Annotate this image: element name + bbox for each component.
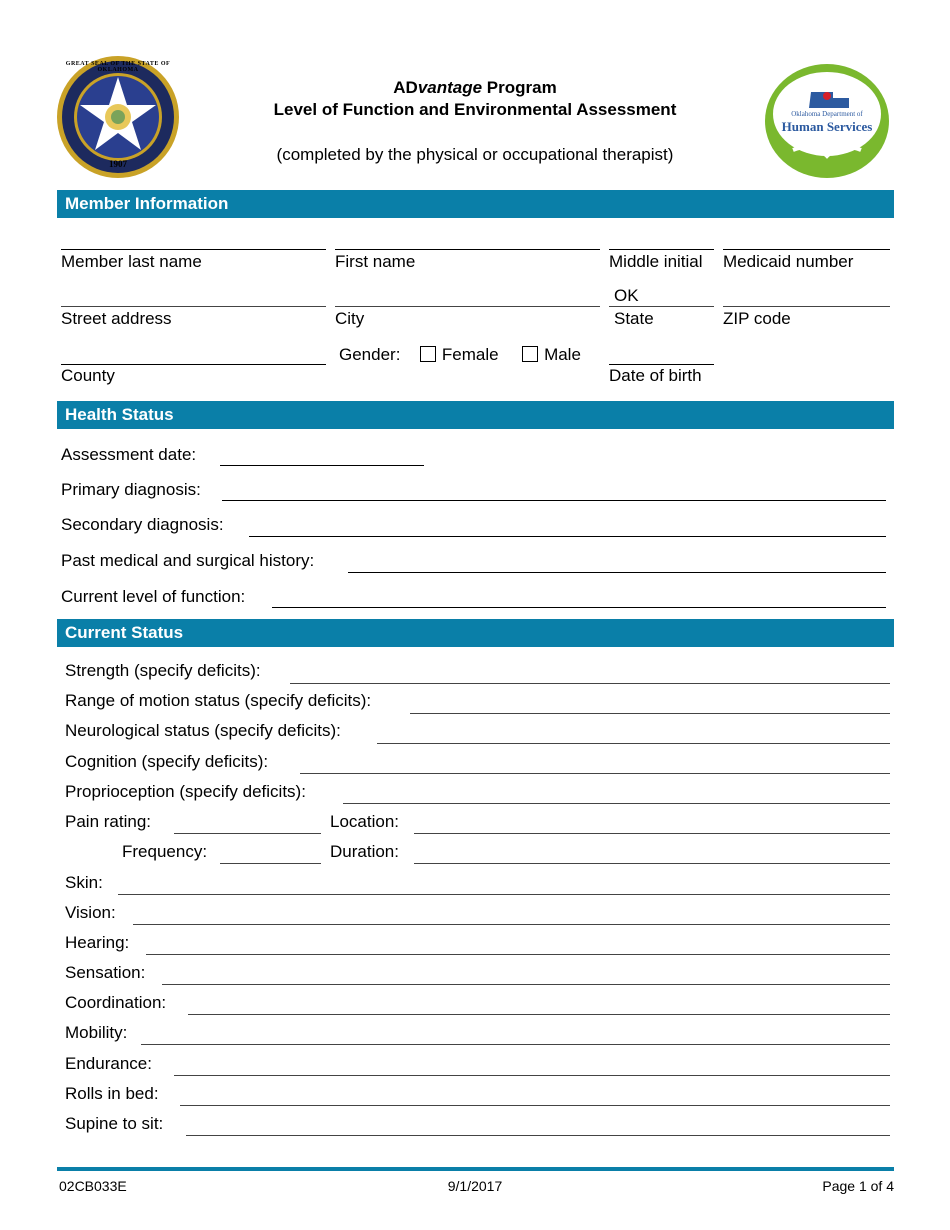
street-line[interactable] [61, 306, 326, 307]
label-street: Street address [61, 309, 172, 328]
label-last-name: Member last name [61, 252, 202, 271]
label-frequency: Frequency: [122, 842, 208, 861]
form-title: Level of Function and Environmental Assessment [273, 100, 677, 119]
dhs-logo [763, 62, 891, 180]
footer-page-number: Page 1 of 4 [822, 1178, 894, 1194]
female-checkbox[interactable] [420, 346, 436, 362]
location-line[interactable] [414, 833, 890, 834]
mobility-line[interactable] [141, 1044, 890, 1045]
secondary-diagnosis-line[interactable] [249, 536, 886, 537]
label-zip: ZIP code [723, 309, 791, 328]
gender-row [339, 345, 581, 365]
supine-to-sit-line[interactable] [186, 1135, 890, 1136]
last-name-line[interactable] [61, 249, 326, 250]
hearing-line[interactable] [146, 954, 890, 955]
medicaid-line[interactable] [723, 249, 890, 250]
label-strength: Strength (specify deficits): [65, 661, 261, 680]
program-title: ADvantage Program [393, 78, 557, 97]
label-medicaid: Medicaid number [723, 252, 854, 271]
label-proprioception: Proprioception (specify deficits): [65, 782, 306, 801]
cognition-line[interactable] [300, 773, 890, 774]
medical-history-line[interactable] [348, 572, 886, 573]
form-note: (completed by the physical or occupational therapist) [276, 145, 674, 164]
label-vision: Vision: [65, 903, 116, 922]
footer-rule [57, 1167, 894, 1171]
label-city: City [335, 309, 365, 328]
label-cognition: Cognition (specify deficits): [65, 752, 269, 771]
strength-line[interactable] [290, 683, 890, 684]
primary-diagnosis-line[interactable] [222, 500, 886, 501]
footer-date: 9/1/2017 [447, 1178, 503, 1194]
rom-line[interactable] [410, 713, 890, 714]
label-medical-history: Past medical and surgical history: [61, 551, 315, 570]
section-member-information: Member Information [57, 190, 894, 218]
seal-text: GREAT SEAL OF THE STATE OF OKLAHOMA [65, 61, 171, 73]
label-level-of-function: Current level of function: [61, 587, 246, 606]
label-skin: Skin: [65, 873, 103, 892]
endurance-line[interactable] [174, 1075, 890, 1076]
middle-initial-line[interactable] [609, 249, 714, 250]
label-neuro: Neurological status (specify deficits): [65, 721, 341, 740]
assessment-date-line[interactable] [220, 465, 424, 466]
label-female: Female [441, 345, 499, 364]
dob-line[interactable] [609, 364, 714, 365]
label-middle-initial: Middle initial [609, 252, 703, 271]
label-pain-rating: Pain rating: [65, 812, 151, 831]
zip-line[interactable] [723, 306, 890, 307]
label-dob: Date of birth [609, 366, 702, 385]
label-primary-diagnosis: Primary diagnosis: [61, 480, 201, 499]
label-gender: Gender: [339, 345, 401, 364]
seal-year: 1907 [109, 159, 127, 169]
state-line[interactable] [609, 306, 714, 307]
label-rom: Range of motion status (specify deficits): [65, 691, 372, 710]
skin-line[interactable] [118, 894, 890, 895]
label-sensation: Sensation: [65, 963, 146, 982]
vision-line[interactable] [133, 924, 890, 925]
logo-line1: Oklahoma Department of [791, 110, 863, 118]
label-state: State [614, 309, 654, 328]
label-secondary-diagnosis: Secondary diagnosis: [61, 515, 224, 534]
label-assessment-date: Assessment date: [61, 445, 197, 464]
section-health-status: Health Status [57, 401, 894, 429]
label-first-name: First name [335, 252, 416, 271]
label-county: County [61, 366, 115, 385]
label-hearing: Hearing: [65, 933, 130, 952]
label-male: Male [544, 345, 581, 364]
label-location: Location: [330, 812, 399, 831]
frequency-line[interactable] [220, 863, 321, 864]
label-rolls-in-bed: Rolls in bed: [65, 1084, 159, 1103]
sensation-line[interactable] [162, 984, 890, 985]
label-duration: Duration: [330, 842, 399, 861]
label-endurance: Endurance: [65, 1054, 152, 1073]
state-value: OK [614, 286, 639, 305]
label-supine-to-sit: Supine to sit: [65, 1114, 164, 1133]
proprioception-line[interactable] [343, 803, 890, 804]
city-line[interactable] [335, 306, 600, 307]
section-current-status: Current Status [57, 619, 894, 647]
neuro-line[interactable] [377, 743, 890, 744]
coordination-line[interactable] [188, 1014, 890, 1015]
footer-form-id: 02CB033E [59, 1178, 127, 1194]
male-checkbox[interactable] [522, 346, 538, 362]
first-name-line[interactable] [335, 249, 600, 250]
level-of-function-line[interactable] [272, 607, 886, 608]
label-mobility: Mobility: [65, 1023, 128, 1042]
logo-line2: Human Services [781, 119, 873, 134]
pain-rating-line[interactable] [174, 833, 321, 834]
rolls-in-bed-line[interactable] [180, 1105, 890, 1106]
county-line[interactable] [61, 364, 326, 365]
duration-line[interactable] [414, 863, 890, 864]
label-coordination: Coordination: [65, 993, 167, 1012]
